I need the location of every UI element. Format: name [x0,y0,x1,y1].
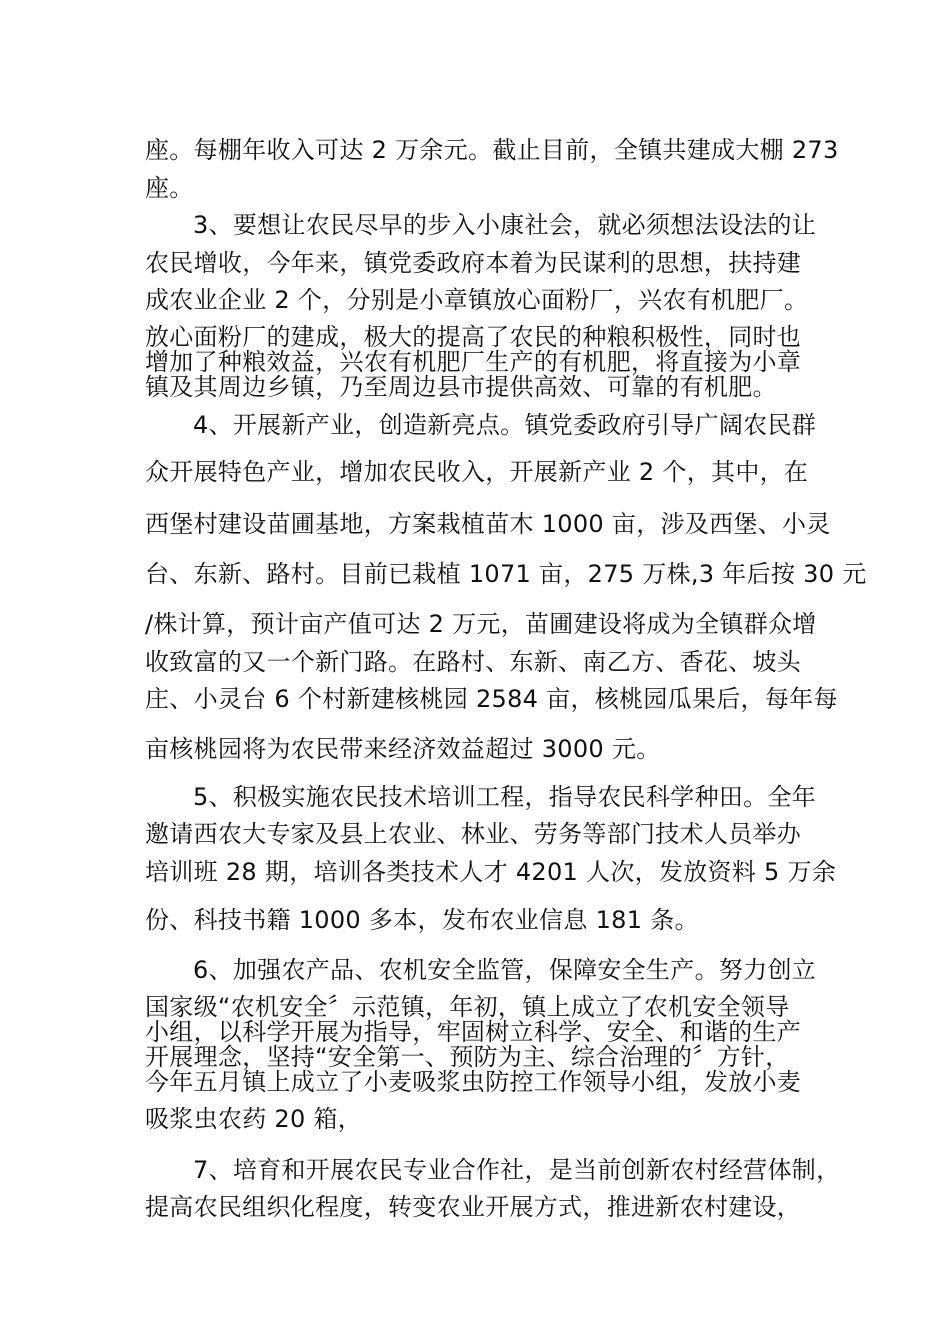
text-line: 台、东新、路村。目前已栽植 1071 亩，275 万株,3 年后按 30 元 [145,560,867,588]
text-line: 提高农民组织化程度，转变农业开展方式，推进新农村建设， [145,1193,802,1221]
paragraph-7-start: 7、培育和开展农民专业合作社，是当前创新农村经营体制， [193,1156,841,1184]
text-line: 放心面粉厂的建成，极大的提高了农民的种粮积极性，同时也 [145,323,802,351]
text-line: 农民增收，今年来，镇党委政府本着为民谋利的思想，扶持建 [145,249,802,277]
text-line: 座。每棚年收入可达 2 万余元。截止目前，全镇共建成大棚 273 [145,136,839,164]
text-line: 培训班 28 期，培训各类技术人才 4201 人次，发放资料 5 万余 [145,858,837,886]
paragraph-3-start: 3、要想让农民尽早的步入小康社会，就必须想法设法的让 [193,211,817,239]
text-line: 国家级“农机安全〞示范镇，年初，镇上成立了农机安全领导 [145,993,790,1021]
text-line: 小组，以科学开展为指导，牢固树立科学、安全、和谐的生产 [145,1018,802,1046]
text-line: 成农业企业 2 个，分别是小章镇放心面粉厂，兴农有机肥厂。 [145,286,809,314]
text-line: 众开展特色产业，增加农民收入，开展新产业 2 个，其中，在 [145,458,809,486]
text-line: /株计算，预计亩产值可达 2 万元，苗圃建设将成为全镇群众增 [145,610,817,638]
text-line: 邀请西农大专家及县上农业、林业、劳务等部门技术人员举办 [145,820,802,848]
text-line: 亩核桃园将为农民带来经济效益超过 3000 元。 [145,735,661,763]
text-line: 增加了种粮效益，兴农有机肥厂生产的有机肥，将直接为小章 [145,348,802,376]
text-line: 份、科技书籍 1000 多本，发布农业信息 181 条。 [145,906,699,934]
text-line: 开展理念，坚持“安全第一、预防为主、综合治理的〞方针， [145,1043,790,1071]
text-line: 吸浆虫农药 20 箱， [145,1105,363,1133]
text-line: 镇及其周边乡镇，乃至周边县市提供高效、可靠的有机肥。 [145,373,777,401]
text-line: 座。 [145,174,194,202]
text-line: 西堡村建设苗圃基地，方案栽植苗木 1000 亩，涉及西堡、小灵 [145,510,831,538]
paragraph-4-start: 4、开展新产业，创造新亮点。镇党委政府引导广阔农民群 [193,411,817,439]
text-line: 庄、小灵台 6 个村新建核桃园 2584 亩，核桃园瓜果后，每年每 [145,685,838,713]
paragraph-6-start: 6、加强农产品、农机安全监管，保障安全生产。努力创立 [193,956,817,984]
text-line: 今年五月镇上成立了小麦吸浆虫防控工作领导小组，发放小麦 [145,1068,802,1096]
paragraph-5-start: 5、积极实施农民技术培训工程，指导农民科学种田。全年 [193,783,817,811]
text-line: 收致富的又一个新门路。在路村、东新、南乙方、香花、坡头 [145,648,802,676]
